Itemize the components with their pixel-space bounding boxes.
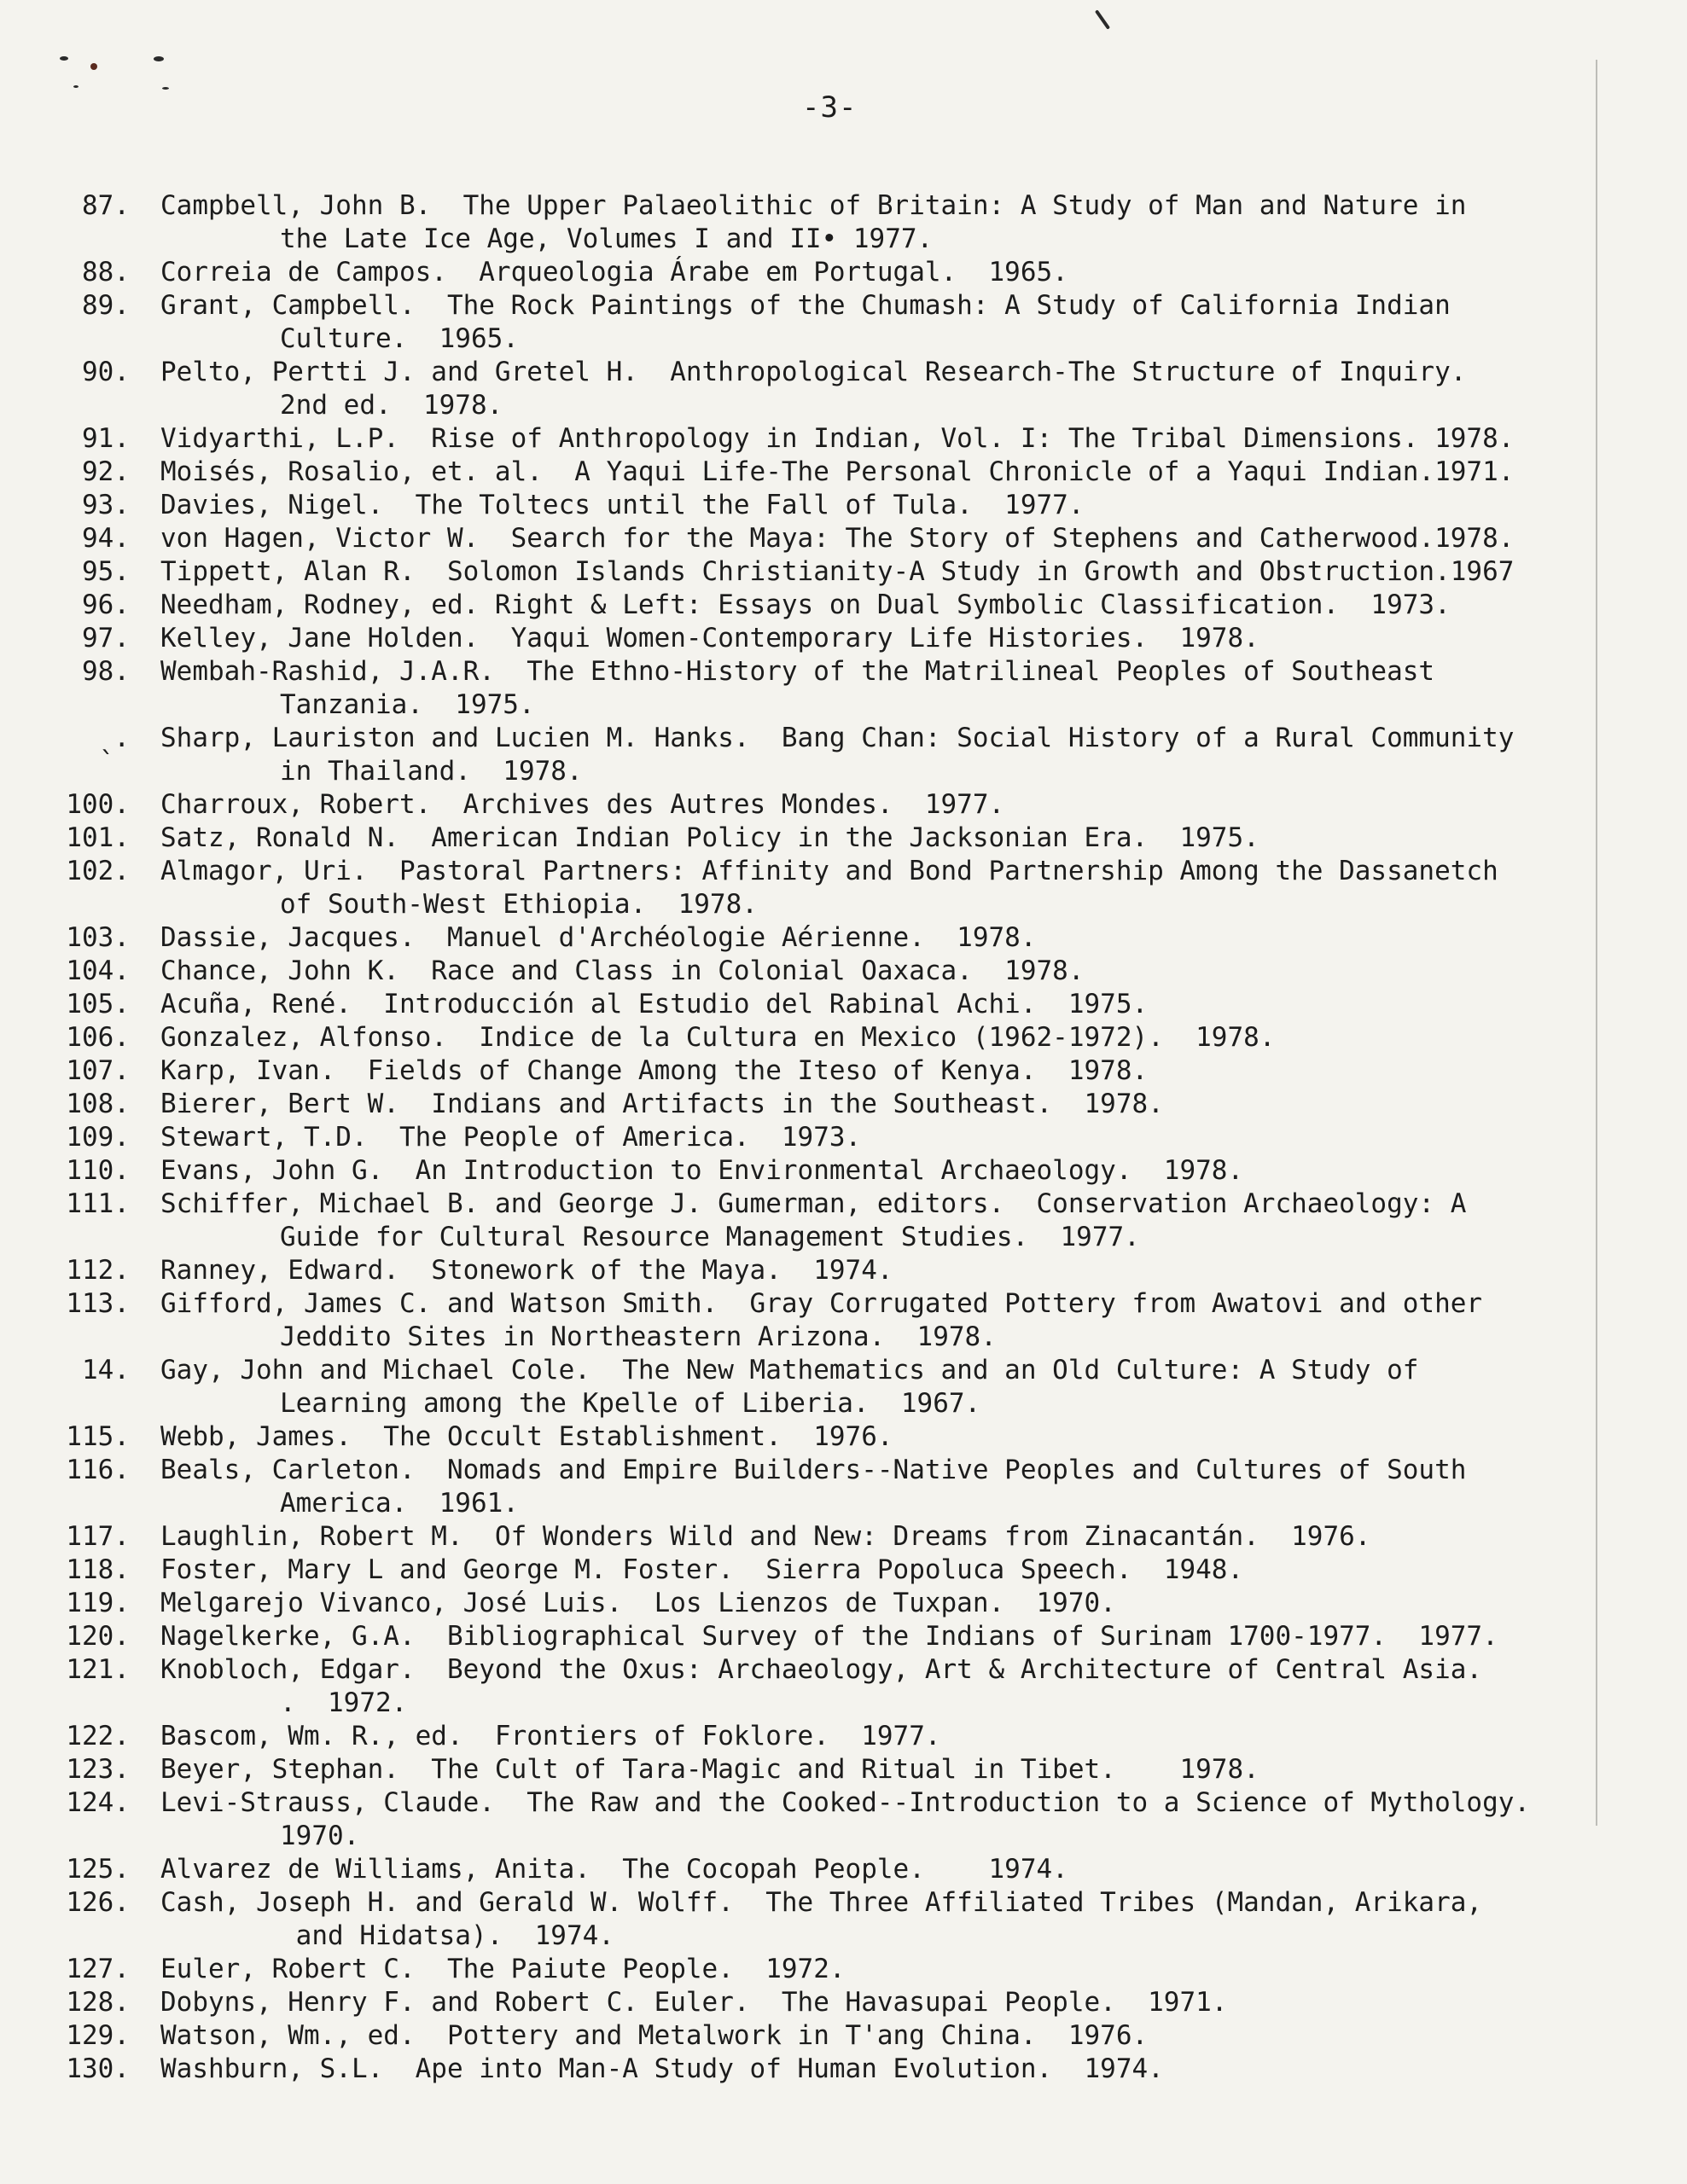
ink-mark xyxy=(162,87,169,90)
bibliography-entry xyxy=(0,1088,1687,1121)
entry-number: 91. xyxy=(82,423,130,454)
entry-text-continuation: . 1972. xyxy=(280,1687,408,1718)
bibliography-entry xyxy=(0,1354,1687,1420)
entry-number: 88. xyxy=(82,257,130,288)
bibliography-entry xyxy=(0,1154,1687,1188)
entry-number: 103. xyxy=(66,922,130,953)
bibliography-entry xyxy=(0,1587,1687,1620)
entry-text: Webb, James. The Occult Establishment. 1976. xyxy=(160,1421,893,1452)
entry-text: Levi-Strauss, Claude. The Raw and the Cooked--Introduction to a Science of Mythology. xyxy=(160,1787,1531,1818)
entry-number: 127. xyxy=(66,1954,130,1984)
bibliography-entry xyxy=(0,1853,1687,1886)
ink-mark xyxy=(60,56,68,61)
entry-number: 129. xyxy=(66,2020,130,2051)
entry-number: 108. xyxy=(66,1089,130,1119)
entry-text: Bascom, Wm. R., ed. Frontiers of Foklore. 1977. xyxy=(160,1721,941,1751)
bibliography-entry xyxy=(0,555,1687,589)
entry-text: Gay, John and Michael Cole. The New Mathematics and an Old Culture: A Study of xyxy=(160,1355,1419,1385)
entry-text-continuation: Jeddito Sites in Northeastern Arizona. 1978. xyxy=(280,1321,997,1352)
entry-text: Satz, Ronald N. American Indian Policy in the Jacksonian Era. 1975. xyxy=(160,822,1259,853)
entry-number: 14. xyxy=(82,1355,130,1385)
entry-number: 115. xyxy=(66,1421,130,1452)
entry-text: Charroux, Robert. Archives des Autres Mondes. 1977. xyxy=(160,789,1005,820)
entry-text: Gonzalez, Alfonso. Indice de la Cultura en Mexico (1962-1972). 1978. xyxy=(160,1022,1276,1053)
entry-text: Ranney, Edward. Stonework of the Maya. 1974. xyxy=(160,1255,893,1286)
bibliography-entry xyxy=(0,1454,1687,1520)
entry-text: Campbell, John B. The Upper Palaeolithic of Britain: A Study of Man and Nature in xyxy=(160,190,1467,221)
entry-text: Gifford, James C. and Watson Smith. Gray Corrugated Pottery from Awatovi and other xyxy=(160,1288,1483,1319)
entry-text-continuation: Tanzania. 1975. xyxy=(280,689,535,720)
entry-text: Dobyns, Henry F. and Robert C. Euler. The Havasupai People. 1971. xyxy=(160,1987,1228,2018)
entry-number: 92. xyxy=(82,456,130,487)
entry-text: Vidyarthi, L.P. Rise of Anthropology in Indian, Vol. I: The Tribal Dimensions. 1978. xyxy=(160,423,1515,454)
entry-number: 124. xyxy=(66,1787,130,1818)
bibliography-entry xyxy=(0,489,1687,522)
entry-text: Stewart, T.D. The People of America. 1973. xyxy=(160,1122,862,1153)
ink-mark xyxy=(73,85,79,88)
entry-text: Kelley, Jane Holden. Yaqui Women-Contemporary Life Histories. 1978. xyxy=(160,623,1259,653)
bibliography-entry xyxy=(0,921,1687,955)
entry-text-continuation: America. 1961. xyxy=(280,1488,519,1519)
bibliography-entry xyxy=(0,1021,1687,1054)
entry-text: von Hagen, Victor W. Search for the Maya: The Story of Stephens and Catherwood.1978. xyxy=(160,523,1515,554)
bibliography-entry xyxy=(0,456,1687,489)
entry-text: Melgarejo Vivanco, José Luis. Los Lienzos de Tuxpan. 1970. xyxy=(160,1588,1116,1618)
bibliography-entry xyxy=(0,988,1687,1021)
bibliography-entry xyxy=(0,1188,1687,1254)
entry-number: 120. xyxy=(66,1621,130,1652)
entry-number: 90. xyxy=(82,357,130,387)
entry-number: 87. xyxy=(82,190,130,221)
bibliography-entry xyxy=(0,1121,1687,1154)
bibliography-entry xyxy=(0,2053,1687,2086)
entry-number: 121. xyxy=(66,1654,130,1685)
bibliography-entry xyxy=(0,1054,1687,1088)
entry-text-continuation: Learning among the Kpelle of Liberia. 1967. xyxy=(280,1388,981,1419)
entry-number: 94. xyxy=(82,523,130,554)
entry-text-continuation: of South-West Ethiopia. 1978. xyxy=(280,889,758,920)
bibliography-entry xyxy=(0,422,1687,456)
entry-number: 104. xyxy=(66,956,130,986)
entry-text-continuation: 1970. xyxy=(280,1821,360,1851)
entry-text: Tippett, Alan R. Solomon Islands Christianity-A Study in Growth and Obstruction.1967 xyxy=(160,556,1515,587)
entry-number: 119. xyxy=(66,1588,130,1618)
bibliography-entry xyxy=(0,189,1687,256)
entry-text: Moisés, Rosalio, et. al. A Yaqui Life-The Personal Chronicle of a Yaqui Indian.1971. xyxy=(160,456,1515,487)
entry-text-continuation: the Late Ice Age, Volumes I and II• 1977. xyxy=(280,224,934,254)
entry-number: 113. xyxy=(66,1288,130,1319)
bibliography-entry xyxy=(0,1254,1687,1287)
entry-number: 125. xyxy=(66,1854,130,1885)
entry-text: Alvarez de Williams, Anita. The Cocopah People. 1974. xyxy=(160,1854,1068,1885)
entry-number: 111. xyxy=(66,1188,130,1219)
entry-text: Watson, Wm., ed. Pottery and Metalwork in T'ang China. 1976. xyxy=(160,2020,1149,2051)
entry-text: Correia de Campos. Arqueologia Árabe em Portugal. 1965. xyxy=(160,257,1068,288)
entry-text: Needham, Rodney, ed. Right & Left: Essays on Dual Symbolic Classification. 1973. xyxy=(160,590,1451,620)
entry-text: Knobloch, Edgar. Beyond the Oxus: Archaeology, Art & Architecture of Central Asia. xyxy=(160,1654,1483,1685)
bibliography-entry xyxy=(0,655,1687,722)
entry-number: 107. xyxy=(66,1055,130,1086)
bibliography-entry xyxy=(0,1753,1687,1786)
entry-text: Grant, Campbell. The Rock Paintings of the Chumash: A Study of California Indian xyxy=(160,290,1451,321)
page-number: -3- xyxy=(802,90,858,125)
bibliography-entry xyxy=(0,2019,1687,2053)
bibliography-entry xyxy=(0,1953,1687,1986)
entry-text: Pelto, Pertti J. and Gretel H. Anthropological Research-The Structure of Inquiry. xyxy=(160,357,1467,387)
bibliography-entry xyxy=(0,289,1687,356)
entry-text: Euler, Robert C. The Paiute People. 1972. xyxy=(160,1954,846,1984)
entry-text: Washburn, S.L. Ape into Man-A Study of Human Evolution. 1974. xyxy=(160,2053,1164,2084)
entry-number: 118. xyxy=(66,1554,130,1585)
entry-number: 96. xyxy=(82,590,130,620)
bibliography-entry xyxy=(0,1720,1687,1753)
entry-text: Dassie, Jacques. Manuel d'Archéologie Aérienne. 1978. xyxy=(160,922,1037,953)
entry-text-continuation: 2nd ed. 1978. xyxy=(280,390,503,421)
entry-number: 117. xyxy=(66,1521,130,1552)
entry-text: Evans, John G. An Introduction to Environmental Archaeology. 1978. xyxy=(160,1155,1244,1186)
entry-text: Almagor, Uri. Pastoral Partners: Affinity and Bond Partnership Among the Dassanetch xyxy=(160,856,1498,886)
bibliography-entry xyxy=(0,622,1687,655)
entry-number: 116. xyxy=(66,1455,130,1485)
ink-mark xyxy=(154,56,164,61)
entry-text: Bierer, Bert W. Indians and Artifacts in the Southeast. 1978. xyxy=(160,1089,1164,1119)
bibliography-entry xyxy=(0,522,1687,555)
ink-mark xyxy=(1095,9,1110,30)
bibliography-entry xyxy=(0,356,1687,422)
entry-number: 93. xyxy=(82,490,130,520)
entry-text: Nagelkerke, G.A. Bibliographical Survey of the Indians of Surinam 1700-1977. 1977. xyxy=(160,1621,1498,1652)
entry-number: 109. xyxy=(66,1122,130,1153)
entry-text: Wembah-Rashid, J.A.R. The Ethno-History of the Matrilineal Peoples of Southeast xyxy=(160,656,1435,687)
entry-text: Schiffer, Michael B. and George J. Gumerman, editors. Conservation Archaeology: A xyxy=(160,1188,1467,1219)
entry-text: Beals, Carleton. Nomads and Empire Builders--Native Peoples and Cultures of South xyxy=(160,1455,1467,1485)
bibliography-entry xyxy=(0,822,1687,855)
entry-text: Davies, Nigel. The Toltecs until the Fall of Tula. 1977. xyxy=(160,490,1085,520)
bibliography-entry xyxy=(0,1786,1687,1853)
entry-number: 95. xyxy=(82,556,130,587)
entry-text: Laughlin, Robert M. Of Wonders Wild and New: Dreams from Zinacantán. 1976. xyxy=(160,1521,1371,1552)
entry-text-continuation: in Thailand. 1978. xyxy=(280,756,583,787)
bibliography-entry xyxy=(0,1287,1687,1354)
bibliography-entry xyxy=(0,1986,1687,2019)
entry-number: 100. xyxy=(66,789,130,820)
entry-number: 130. xyxy=(66,2053,130,2084)
bibliography-entry xyxy=(0,1653,1687,1720)
entry-text: Foster, Mary L and George M. Foster. Sierra Popoluca Speech. 1948. xyxy=(160,1554,1244,1585)
entry-number: 97. xyxy=(82,623,130,653)
entry-text: Chance, John K. Race and Class in Colonial Oaxaca. 1978. xyxy=(160,956,1085,986)
entry-number: 112. xyxy=(66,1255,130,1286)
entry-number: 105. xyxy=(66,989,130,1019)
entry-text-continuation: Guide for Cultural Resource Management Studies. 1977. xyxy=(280,1222,1140,1252)
entry-number: 126. xyxy=(66,1887,130,1918)
entry-text-continuation: Culture. 1965. xyxy=(280,323,519,354)
entry-number: 102. xyxy=(66,856,130,886)
bibliography-entry xyxy=(0,855,1687,921)
entry-text: Sharp, Lauriston and Lucien M. Hanks. Bang Chan: Social History of a Rural Community xyxy=(160,723,1515,753)
entry-number: 98. xyxy=(82,656,130,687)
bibliography-entry xyxy=(0,955,1687,988)
entry-number: 106. xyxy=(66,1022,130,1053)
entry-text: Acuña, René. Introducción al Estudio del Rabinal Achi. 1975. xyxy=(160,989,1149,1019)
bibliography-list xyxy=(0,189,1687,2086)
entry-text: Beyer, Stephan. The Cult of Tara-Magic and Ritual in Tibet. 1978. xyxy=(160,1754,1259,1785)
entry-number: 101. xyxy=(66,822,130,853)
bibliography-entry xyxy=(0,1554,1687,1587)
entry-text-continuation: and Hidatsa). 1974. xyxy=(280,1920,614,1951)
entry-number: 122. xyxy=(66,1721,130,1751)
bibliography-entry xyxy=(0,788,1687,822)
bibliography-entry xyxy=(0,589,1687,622)
entry-number: 128. xyxy=(66,1987,130,2018)
bibliography-entry xyxy=(0,722,1687,788)
bibliography-entry xyxy=(0,1420,1687,1454)
bibliography-entry xyxy=(0,1886,1687,1953)
bibliography-entry xyxy=(0,1520,1687,1554)
entry-number: 89. xyxy=(82,290,130,321)
entry-text: Cash, Joseph H. and Gerald W. Wolff. The Three Affiliated Tribes (Mandan, Arikara, xyxy=(160,1887,1483,1918)
entry-text: Karp, Ivan. Fields of Change Among the Iteso of Kenya. 1978. xyxy=(160,1055,1149,1086)
ink-mark xyxy=(90,63,97,70)
entry-number: 123. xyxy=(66,1754,130,1785)
bibliography-entry xyxy=(0,256,1687,289)
bibliography-entry xyxy=(0,1620,1687,1653)
entry-number: 110. xyxy=(66,1155,130,1186)
entry-number: ˎ. xyxy=(97,723,130,753)
